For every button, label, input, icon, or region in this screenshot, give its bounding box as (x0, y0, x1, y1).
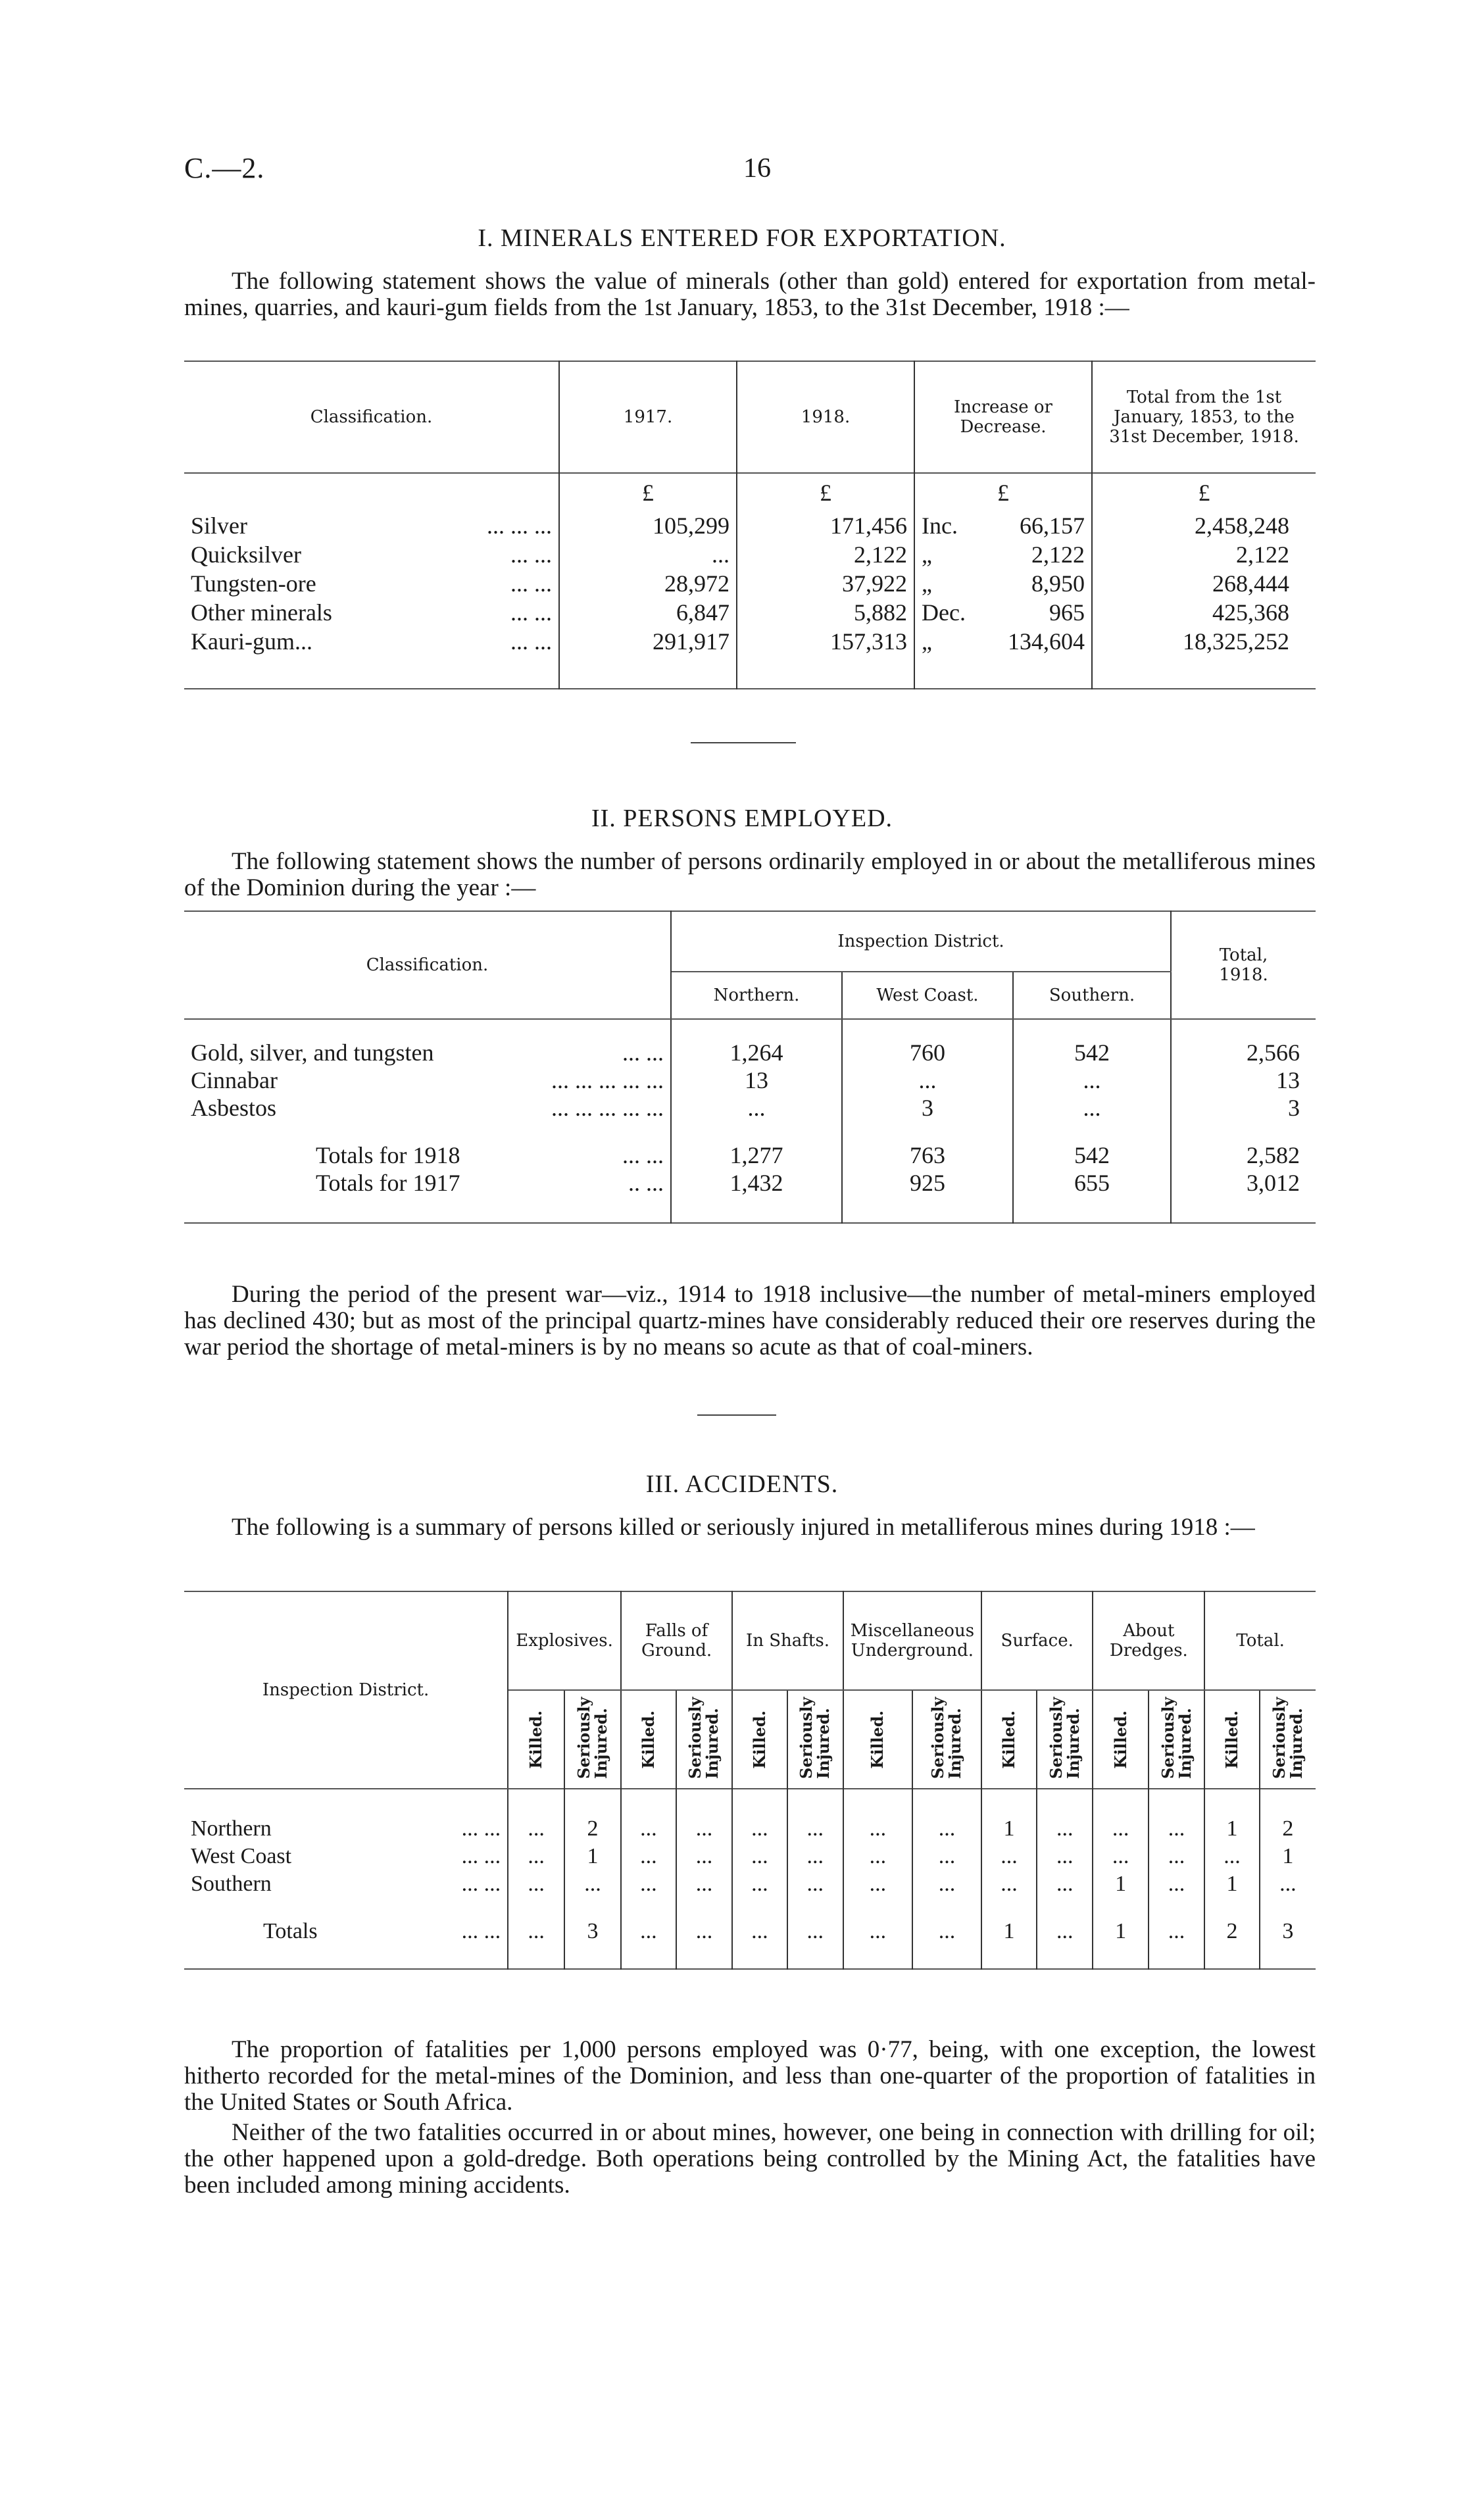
accidents-cell: ... (621, 1843, 676, 1870)
minerals-change-cell (914, 540, 1092, 569)
accidents-subhead-cell (1149, 1690, 1205, 1789)
accidents-row-name: Southern (191, 1872, 272, 1896)
minerals-col-classification: Classification. (184, 361, 559, 473)
minerals-value-y1918: 5,882 (737, 598, 914, 627)
persons-row (184, 1094, 1316, 1122)
accidents-cell: ... (1279, 1872, 1297, 1896)
leader-dots: ... ... (461, 1872, 501, 1896)
minerals-row (184, 627, 1316, 656)
persons-value-total: 2,582 (1247, 1142, 1300, 1168)
accidents-table (184, 1591, 1316, 1970)
persons-value-northern: 1,277 (671, 1141, 842, 1169)
persons-value-total: 2,566 (1247, 1039, 1300, 1066)
minerals-total: 2,122 (1236, 541, 1289, 568)
accidents-cell: ... (1149, 1815, 1205, 1843)
persons-value-west: 925 (842, 1169, 1013, 1197)
persons-row-label (184, 1066, 671, 1094)
change-direction: Dec. (922, 599, 966, 626)
accidents-row-label (184, 1843, 508, 1870)
persons-row-name: Asbestos (191, 1095, 277, 1121)
accidents-group-falls: Falls of Ground. (621, 1591, 732, 1690)
accidents-cell: 1 (981, 1815, 1037, 1843)
persons-value-northern: 1,432 (671, 1169, 842, 1197)
mineral-name: Tungsten-ore (191, 570, 316, 597)
minerals-table (184, 361, 1316, 689)
accidents-row-name: Northern (191, 1816, 272, 1841)
accidents-group-misc: Miscellaneous Underground. (843, 1591, 981, 1690)
persons-value-west: 760 (842, 1039, 1013, 1066)
minerals-change-cell (914, 627, 1092, 656)
persons-value-northern: 13 (671, 1066, 842, 1094)
accidents-cell: ... (732, 1918, 787, 1945)
accidents-row-label (184, 1918, 508, 1945)
leader-dots: ... ... (461, 1844, 501, 1868)
minerals-change-cell (914, 511, 1092, 540)
accidents-cell: ... (508, 1815, 564, 1843)
leader-dots: ... ... (622, 1142, 664, 1168)
persons-col-southern: Southern. (1013, 972, 1171, 1019)
minerals-intro (184, 268, 1316, 321)
change-value: 2,122 (1031, 541, 1085, 568)
accidents-para-1-text: The proportion of fatalities per 1,000 persons employed was 0·77, being, with one exception, the lowest hitherto recorded for the metal-mines of the Dominion, and less than one-quarter of the proportion of fatalities in the United States or South Africa. (184, 2036, 1316, 2116)
accidents-cell: ... (1037, 1918, 1093, 1945)
minerals-row (184, 540, 1316, 569)
accidents-cell: ... (1037, 1815, 1093, 1843)
accidents-group-dredges: About Dredges. (1093, 1591, 1204, 1690)
change-value: 66,157 (1020, 512, 1085, 539)
document-reference: C.—2. (184, 152, 265, 184)
leader-dots: ... ... ... ... ... (551, 1095, 664, 1121)
change-value: 8,950 (1031, 570, 1085, 597)
accidents-sub-killed: Killed. (638, 1710, 658, 1769)
minerals-col-1917: 1917. (559, 361, 737, 473)
accidents-cell: ... (732, 1843, 787, 1870)
accidents-sub-killed: Killed. (1110, 1710, 1130, 1769)
minerals-value-y1918: 157,313 (737, 627, 914, 656)
accidents-cell: 1 (564, 1843, 621, 1870)
accidents-sub-killed: Killed. (749, 1710, 769, 1769)
persons-value-southern: ... (1013, 1094, 1171, 1122)
change-value: 965 (1049, 599, 1085, 626)
minerals-col-change: Increase or Decrease. (914, 361, 1092, 473)
accidents-subhead-cell (912, 1690, 981, 1789)
persons-row (184, 1169, 1316, 1197)
accidents-cell: ... (676, 1870, 732, 1898)
accidents-subhead-cell (981, 1690, 1037, 1789)
accidents-group-shafts: In Shafts. (732, 1591, 843, 1690)
leader-dots: ... ... (510, 541, 552, 568)
persons-value-west: 3 (842, 1094, 1013, 1122)
accidents-cell: ... (676, 1815, 732, 1843)
accidents-cell: ... (1093, 1815, 1148, 1843)
minerals-value-y1918: 2,122 (737, 540, 914, 569)
section-divider (691, 742, 796, 743)
accidents-cell: ... (621, 1918, 676, 1945)
accidents-cell: ... (912, 1870, 981, 1898)
leader-dots: ... ... ... ... ... (551, 1067, 664, 1093)
accidents-cell: 2 (564, 1815, 621, 1843)
persons-col-westcoast: West Coast. (842, 972, 1013, 1019)
accidents-cell: ... (1204, 1843, 1259, 1870)
leader-dots: .. ... (628, 1170, 664, 1196)
minerals-total: 2,458,248 (1195, 512, 1289, 539)
minerals-intro-text: The following statement shows the value of minerals (other than gold) entered for exportation from metal-mines, quarries, and kauri-gum fields from the 1st January, 1853, to the 31st December, 1918 :— (184, 268, 1316, 321)
accidents-subhead-cell (1093, 1690, 1148, 1789)
accidents-row (184, 1918, 1316, 1945)
accidents-cell: ... (564, 1870, 621, 1898)
accidents-subhead-cell (787, 1690, 843, 1789)
accidents-sub-killed: Killed. (1222, 1710, 1242, 1769)
accidents-sub-injured: Seriously Injured. (797, 1697, 833, 1779)
accidents-subhead-cell (621, 1690, 676, 1789)
accidents-row (184, 1815, 1316, 1843)
minerals-change-cell (914, 569, 1092, 598)
persons-row (184, 1066, 1316, 1094)
accidents-cell: 2 (1204, 1918, 1259, 1945)
accidents-row-label (184, 1870, 508, 1898)
change-value: 134,604 (1008, 628, 1085, 655)
persons-row-label (184, 1141, 671, 1169)
accidents-cell: ... (508, 1918, 564, 1945)
accidents-sub-injured: Seriously Injured. (685, 1697, 722, 1779)
accidents-cell: ... (732, 1815, 787, 1843)
persons-row-label (184, 1039, 671, 1066)
persons-row-name: Totals for 1917 (316, 1170, 460, 1196)
persons-value-southern: 542 (1013, 1141, 1171, 1169)
accidents-cell: ... (912, 1815, 981, 1843)
accidents-sub-injured: Seriously Injured. (1269, 1697, 1306, 1779)
persons-row (184, 1141, 1316, 1169)
minerals-total: 268,444 (1212, 570, 1289, 597)
leader-dots: ... ... (510, 570, 552, 597)
persons-note (184, 1282, 1316, 1360)
minerals-col-total: Total from the 1st January, 1853, to the 31st December, 1918. (1109, 387, 1299, 447)
accidents-cell: ... (1037, 1843, 1093, 1870)
section-divider-2 (697, 1414, 776, 1416)
minerals-row-label (184, 511, 559, 540)
accidents-cell: ... (676, 1918, 732, 1945)
persons-value-west: 763 (842, 1141, 1013, 1169)
leader-dots: ... ... (622, 1039, 664, 1066)
change-direction: Inc. (922, 512, 958, 539)
accidents-cell: ... (1149, 1870, 1205, 1898)
minerals-value-y1917: 28,972 (559, 569, 737, 598)
accidents-cell: ... (843, 1843, 912, 1870)
accidents-para-1 (184, 2037, 1316, 2116)
mineral-name: Kauri-gum... (191, 628, 312, 655)
accidents-row-name: West Coast (191, 1844, 292, 1868)
accidents-row-label (184, 1815, 508, 1843)
persons-value-west: ... (842, 1066, 1013, 1094)
persons-row-name: Totals for 1918 (316, 1142, 460, 1168)
leader-dots: ... ... (461, 1919, 501, 1943)
accidents-cell: ... (981, 1870, 1037, 1898)
minerals-row-label (184, 627, 559, 656)
accidents-cell: ... (843, 1815, 912, 1843)
accidents-sub-killed: Killed. (999, 1710, 1019, 1769)
change-direction: „ (922, 541, 932, 568)
minerals-change-cell (914, 598, 1092, 627)
minerals-col-1918: 1918. (737, 361, 914, 473)
accidents-intro-text: The following is a summary of persons killed or seriously injured in metalliferous mines during 1918 :— (232, 1514, 1255, 1541)
accidents-cell: 3 (1282, 1919, 1294, 1943)
accidents-cell: ... (787, 1815, 843, 1843)
accidents-subhead-cell (1204, 1690, 1259, 1789)
accidents-sub-injured: Seriously Injured. (1046, 1697, 1083, 1779)
accidents-title: III. ACCIDENTS. (645, 1470, 839, 1498)
leader-dots: ... ... ... (487, 512, 552, 539)
persons-row-name: Gold, silver, and tungsten (191, 1039, 434, 1066)
persons-value-southern: 542 (1013, 1039, 1171, 1066)
accidents-subhead-cell (676, 1690, 732, 1789)
accidents-cell: ... (1149, 1918, 1205, 1945)
accidents-cell: ... (843, 1918, 912, 1945)
persons-col-northern: Northern. (671, 972, 842, 1019)
accidents-cell: ... (787, 1843, 843, 1870)
accidents-cell: ... (676, 1843, 732, 1870)
minerals-row-label (184, 569, 559, 598)
minerals-value-y1917: 105,299 (559, 511, 737, 540)
accidents-group-surface: Surface. (981, 1591, 1093, 1690)
minerals-title: I. MINERALS ENTERED FOR EXPORTATION. (478, 224, 1006, 252)
minerals-value-y1918: 37,922 (737, 569, 914, 598)
accidents-subhead-cell (564, 1690, 621, 1789)
accidents-cell: 1 (1204, 1870, 1259, 1898)
accidents-subhead-cell (1037, 1690, 1093, 1789)
persons-value-southern: ... (1013, 1066, 1171, 1094)
accidents-sub-killed: Killed. (868, 1710, 887, 1769)
accidents-cell: ... (1037, 1870, 1093, 1898)
mineral-name: Other minerals (191, 599, 332, 626)
accidents-cell: ... (621, 1870, 676, 1898)
accidents-cell: ... (787, 1918, 843, 1945)
accidents-row (184, 1843, 1316, 1870)
persons-value-southern: 655 (1013, 1169, 1171, 1197)
persons-row (184, 1039, 1316, 1066)
accidents-row (184, 1870, 1316, 1898)
persons-row-label (184, 1094, 671, 1122)
accidents-cell: ... (1149, 1843, 1205, 1870)
accidents-cell: 1 (1093, 1870, 1148, 1898)
accidents-para-2 (184, 2120, 1316, 2199)
minerals-value-y1918: 171,456 (737, 511, 914, 540)
currency-change: £ (914, 473, 1092, 511)
mineral-name: Quicksilver (191, 541, 301, 568)
change-direction: „ (922, 628, 932, 655)
accidents-cell: 1 (1093, 1918, 1148, 1945)
persons-note-text: During the period of the present war—viz., 1914 to 1918 inclusive—the number of metal-miners employed has declined 430; but as most of the principal quartz-mines have considerably reduced their ore reserves during the war period the shortage of metal-miners is by no means so acute as that of coal-miners. (184, 1281, 1316, 1360)
accidents-col-district: Inspection District. (184, 1591, 508, 1789)
accidents-subhead-cell (732, 1690, 787, 1789)
persons-table (184, 910, 1316, 1224)
minerals-value-y1917: 291,917 (559, 627, 737, 656)
accidents-cell: ... (732, 1870, 787, 1898)
currency-1917: £ (559, 473, 737, 511)
accidents-group-total: Total. (1204, 1591, 1316, 1690)
persons-row-name: Cinnabar (191, 1067, 278, 1093)
leader-dots: ... ... (510, 628, 552, 655)
leader-dots: ... ... (461, 1816, 501, 1841)
page-number: 16 (743, 153, 771, 184)
persons-intro-text: The following statement shows the number of persons ordinarily employed in or about the metalliferous mines of the Dominion during the year :— (184, 848, 1316, 901)
accidents-cell: ... (508, 1843, 564, 1870)
minerals-row-label (184, 540, 559, 569)
minerals-row (184, 511, 1316, 540)
accidents-cell: 3 (564, 1918, 621, 1945)
persons-col-classification: Classification. (184, 911, 671, 1019)
persons-title: II. PERSONS EMPLOYED. (591, 805, 893, 832)
currency-1918: £ (737, 473, 914, 511)
accidents-subhead-cell (508, 1690, 564, 1789)
accidents-sub-killed: Killed. (526, 1710, 546, 1769)
accidents-group-explosives: Explosives. (508, 1591, 621, 1690)
persons-value-total: 3 (1288, 1095, 1300, 1121)
accidents-cell: ... (621, 1815, 676, 1843)
persons-col-district: Inspection District. (671, 911, 1171, 972)
persons-intro (184, 849, 1316, 901)
change-direction: „ (922, 570, 932, 597)
accidents-cell: ... (787, 1870, 843, 1898)
accidents-sub-injured: Seriously Injured. (1158, 1697, 1195, 1779)
accidents-cell: ... (912, 1918, 981, 1945)
minerals-row (184, 569, 1316, 598)
accidents-cell: 1 (1282, 1844, 1294, 1868)
accidents-subhead-cell (1260, 1690, 1316, 1789)
accidents-cell: ... (843, 1870, 912, 1898)
accidents-cell: ... (981, 1843, 1037, 1870)
persons-value-total: 13 (1276, 1067, 1300, 1093)
leader-dots: ... ... (510, 599, 552, 626)
minerals-value-y1917: 6,847 (559, 598, 737, 627)
accidents-subhead-cell (843, 1690, 912, 1789)
currency-total: £ (1198, 479, 1210, 506)
accidents-cell: ... (912, 1843, 981, 1870)
persons-value-northern: ... (671, 1094, 842, 1122)
accidents-cell: 1 (1204, 1815, 1259, 1843)
accidents-sub-injured: Seriously Injured. (928, 1697, 965, 1779)
persons-value-total: 3,012 (1247, 1170, 1300, 1196)
accidents-cell: ... (1093, 1843, 1148, 1870)
minerals-total: 18,325,252 (1183, 628, 1289, 655)
persons-value-northern: 1,264 (671, 1039, 842, 1066)
minerals-row-label (184, 598, 559, 627)
accidents-sub-injured: Seriously Injured. (574, 1697, 611, 1779)
accidents-cell: ... (508, 1870, 564, 1898)
mineral-name: Silver (191, 512, 247, 539)
accidents-cell: 2 (1282, 1816, 1294, 1841)
accidents-para-2-text: Neither of the two fatalities occurred in or about mines, however, one being in connection with drilling for oil; the other happened upon a gold-dredge. Both operations being controlled by the Mining Act, the fatalities have been included among mining accidents. (184, 2119, 1316, 2199)
minerals-row (184, 598, 1316, 627)
accidents-cell: 1 (981, 1918, 1037, 1945)
accidents-intro (184, 1514, 1316, 1541)
accidents-row-name: Totals (263, 1919, 318, 1943)
minerals-value-y1917: ... (559, 540, 737, 569)
minerals-total: 425,368 (1212, 599, 1289, 626)
persons-col-total: Total, 1918. (1171, 911, 1316, 1019)
persons-row-label (184, 1169, 671, 1197)
